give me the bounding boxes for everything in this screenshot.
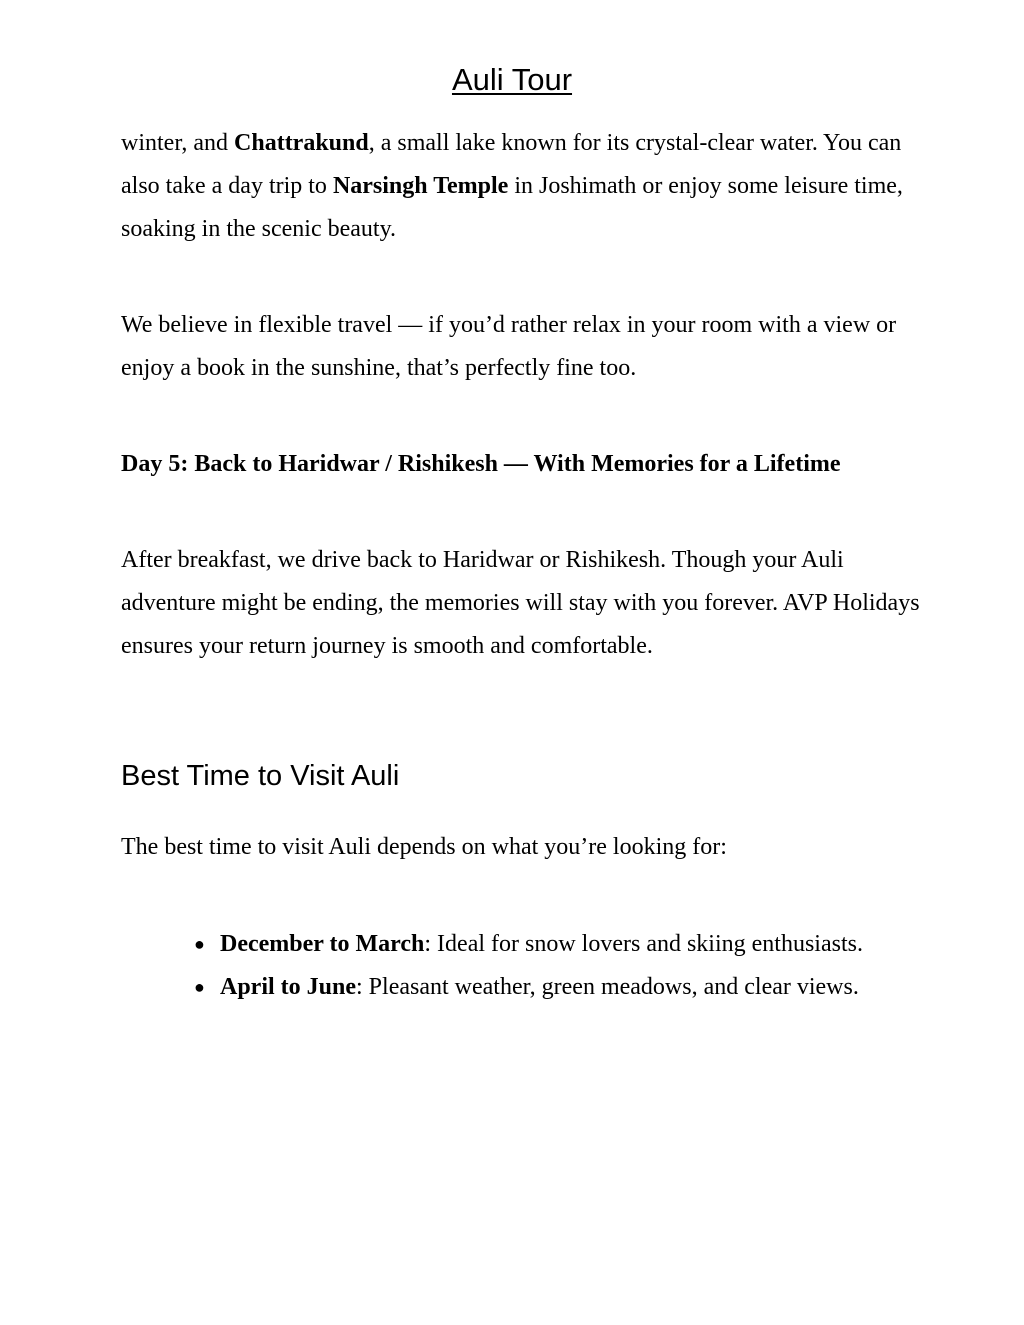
paragraph-text: in Joshimath or enjoy some leisure time, soaking in the scenic beauty.: [121, 173, 903, 242]
list-item-text: : Pleasant weather, green meadows, and clear views.: [356, 974, 859, 1000]
paragraph-text: , a small lake known for its crystal-clear water. You can also take a day trip to: [121, 130, 902, 199]
list-item-text: : Ideal for snow lovers and skiing enthusiasts.: [424, 931, 863, 957]
list-item: [121, 966, 921, 1009]
page-header-title: Auli Tour: [451, 62, 573, 97]
paragraph-return-journey: After breakfast, we drive back to Haridwar or Rishikesh. Though your Auli adventure might be ending, the memories will stay with you forever. AVP Holidays ensures your return journey is smooth and comfortable.: [121, 547, 920, 659]
list-item: [121, 923, 921, 966]
list-item-label: April to June: [220, 974, 357, 1000]
paragraph-attractions: [121, 122, 921, 251]
day-5-heading: Day 5: Back to Haridwar / Rishikesh — With Memories for a Lifetime: [121, 451, 841, 477]
list-item-label: December to March: [220, 931, 425, 957]
bold-narsingh-temple: Narsingh Temple: [332, 173, 509, 199]
best-time-heading: Best Time to Visit Auli: [121, 760, 400, 792]
bullet-icon: ●: [194, 934, 205, 954]
bullet-icon: ●: [194, 977, 205, 997]
document-body: [121, 122, 921, 1009]
paragraph-text: winter, and: [121, 130, 235, 156]
bold-chattrakund: Chattrakund: [234, 130, 369, 156]
best-time-intro: The best time to visit Auli depends on what you’re looking for:: [121, 834, 727, 860]
paragraph-flexible-travel: We believe in flexible travel — if you’d rather relax in your room with a view or enjoy a book in the sunshine, that’s perfectly fine too.: [121, 312, 897, 381]
best-time-list: [121, 923, 921, 1009]
